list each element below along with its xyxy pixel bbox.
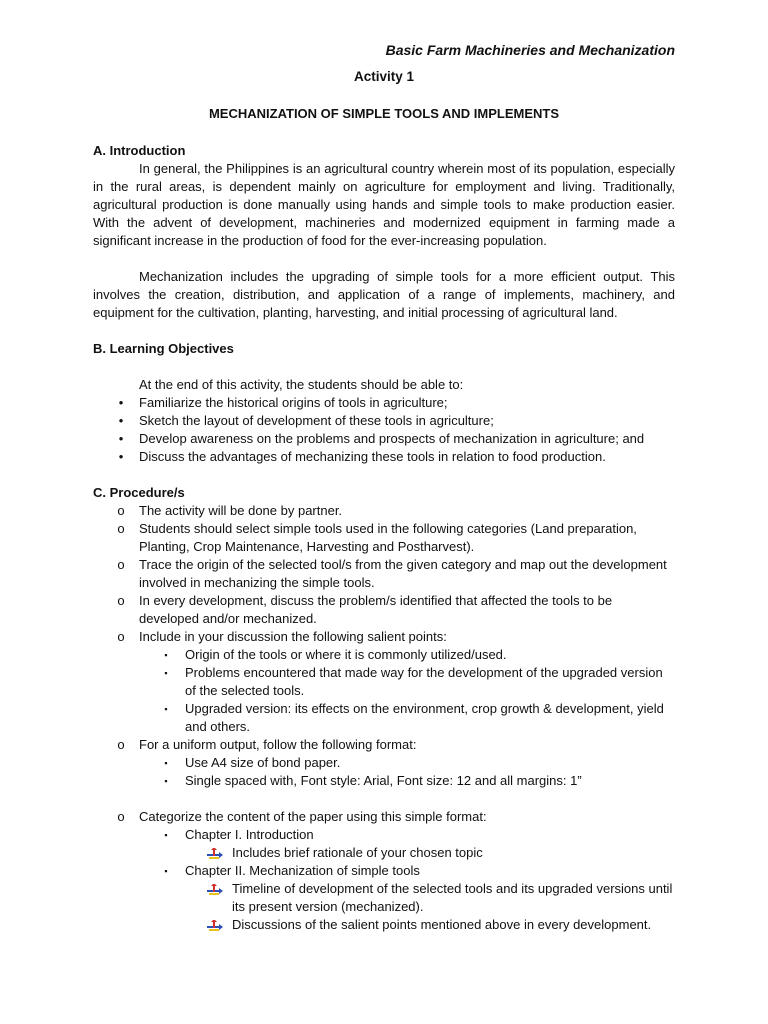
list-item bbox=[93, 754, 675, 772]
list-item bbox=[93, 880, 675, 916]
salient-point-text: Problems encountered that made way for the development of the upgraded version of the selected tools. bbox=[185, 665, 663, 698]
circle-marker: o bbox=[117, 557, 125, 572]
bullet-marker: • bbox=[118, 413, 124, 428]
square-marker: ▪ bbox=[164, 866, 168, 876]
section-heading-objectives: B. Learning Objectives bbox=[93, 341, 234, 356]
list-item bbox=[93, 736, 675, 754]
procedure-text: Students should select simple tools used in the following categories (Land preparation, Planting, Crop Maintenance, Harvesting and Postharvest). bbox=[139, 521, 637, 554]
intro-paragraph-2: Mechanization includes the upgrading of simple tools for a more efficient output. This involves the creation, distribution, and application of a range of implements, machinery, and equipment for the cultivation, planting, harvesting, and initial processing of agricultural land. bbox=[93, 269, 675, 320]
circle-marker: o bbox=[117, 593, 125, 608]
list-item bbox=[93, 430, 675, 448]
list-item bbox=[93, 448, 675, 466]
square-marker: ▪ bbox=[164, 704, 168, 714]
list-item bbox=[93, 412, 675, 430]
circle-marker: o bbox=[117, 521, 125, 536]
procedure-text: The activity will be done by partner. bbox=[139, 503, 343, 518]
square-marker: ▪ bbox=[164, 830, 168, 840]
list-item bbox=[93, 556, 675, 592]
objective-text: Familiarize the historical origins of tools in agriculture; bbox=[139, 395, 448, 410]
procedure-list-continued bbox=[93, 808, 675, 934]
chapter-title: Chapter I. Introduction bbox=[185, 827, 314, 842]
procedure-text: For a uniform output, follow the following format: bbox=[139, 737, 417, 752]
objectives-lead: At the end of this activity, the students should be able to: bbox=[139, 377, 464, 392]
square-marker: ▪ bbox=[164, 776, 168, 786]
list-item bbox=[93, 646, 675, 664]
list-item bbox=[93, 862, 675, 880]
circle-marker: o bbox=[117, 629, 125, 644]
format-point-text: Use A4 size of bond paper. bbox=[185, 755, 341, 770]
salient-point-text: Upgraded version: its effects on the environment, crop growth & development, yield and others. bbox=[185, 701, 664, 734]
procedure-text: In every development, discuss the problem/s identified that affected the tools to be developed and/or mechanized. bbox=[139, 593, 613, 626]
page-title: MECHANIZATION OF SIMPLE TOOLS AND IMPLEMENTS bbox=[208, 106, 560, 121]
bullet-marker: • bbox=[118, 431, 124, 446]
chapter-sub-text: Discussions of the salient points mentioned above in every development. bbox=[232, 917, 652, 932]
square-marker: ▪ bbox=[164, 650, 168, 660]
document-header-title: Basic Farm Machineries and Mechanization bbox=[385, 42, 675, 58]
objective-text: Develop awareness on the problems and prospects of mechanization in agriculture; and bbox=[139, 431, 645, 446]
procedure-list bbox=[93, 502, 675, 790]
list-item bbox=[93, 394, 675, 412]
list-item bbox=[93, 664, 675, 700]
arrow-bullet-icon bbox=[207, 847, 223, 859]
list-item bbox=[93, 772, 675, 790]
chapter-sub-text: Timeline of development of the selected tools and its upgraded versions until its present version (mechanized). bbox=[232, 881, 673, 914]
section-heading-procedure: C. Procedure/s bbox=[93, 485, 185, 500]
bullet-marker: • bbox=[118, 449, 124, 464]
list-item bbox=[93, 844, 675, 862]
document-body bbox=[93, 142, 675, 934]
format-point-text: Single spaced with, Font style: Arial, Font size: 12 and all margins: 1” bbox=[185, 773, 582, 788]
objectives-list bbox=[93, 394, 675, 466]
list-item bbox=[93, 592, 675, 628]
procedure-text: Categorize the content of the paper using this simple format: bbox=[139, 809, 487, 824]
list-item bbox=[93, 502, 675, 520]
circle-marker: o bbox=[117, 737, 125, 752]
chapter-sub-text: Includes brief rationale of your chosen topic bbox=[232, 845, 483, 860]
square-marker: ▪ bbox=[164, 758, 168, 768]
intro-paragraph-1: In general, the Philippines is an agricultural country wherein most of its population, especially in the rural areas, is dependent mainly on agriculture for employment and living. Traditionally, agricultural production is done manually using hands and simple tools to make production easier. With the advent of development, machineries and modernized equipment in farming made a significant increase in the production of food for the ever-increasing population. bbox=[93, 161, 675, 248]
section-heading-introduction: A. Introduction bbox=[93, 143, 186, 158]
procedure-text: Include in your discussion the following salient points: bbox=[139, 629, 447, 644]
list-item bbox=[93, 700, 675, 736]
list-item bbox=[93, 826, 675, 844]
list-item bbox=[93, 628, 675, 646]
list-item bbox=[93, 916, 675, 934]
list-item bbox=[93, 808, 675, 826]
chapter-title: Chapter II. Mechanization of simple tools bbox=[185, 863, 420, 878]
objective-text: Discuss the advantages of mechanizing these tools in relation to food production. bbox=[139, 449, 606, 464]
arrow-bullet-icon bbox=[207, 883, 223, 895]
square-marker: ▪ bbox=[164, 668, 168, 678]
procedure-text: Trace the origin of the selected tool/s from the given category and map out the development involved in mechanizing the simple tools. bbox=[139, 557, 667, 590]
list-item bbox=[93, 520, 675, 556]
arrow-bullet-icon bbox=[207, 919, 223, 931]
bullet-marker: • bbox=[118, 395, 124, 410]
circle-marker: o bbox=[117, 503, 125, 518]
objective-text: Sketch the layout of development of these tools in agriculture; bbox=[139, 413, 494, 428]
activity-label: Activity 1 bbox=[353, 69, 415, 84]
circle-marker: o bbox=[117, 809, 125, 824]
salient-point-text: Origin of the tools or where it is commonly utilized/used. bbox=[185, 647, 507, 662]
